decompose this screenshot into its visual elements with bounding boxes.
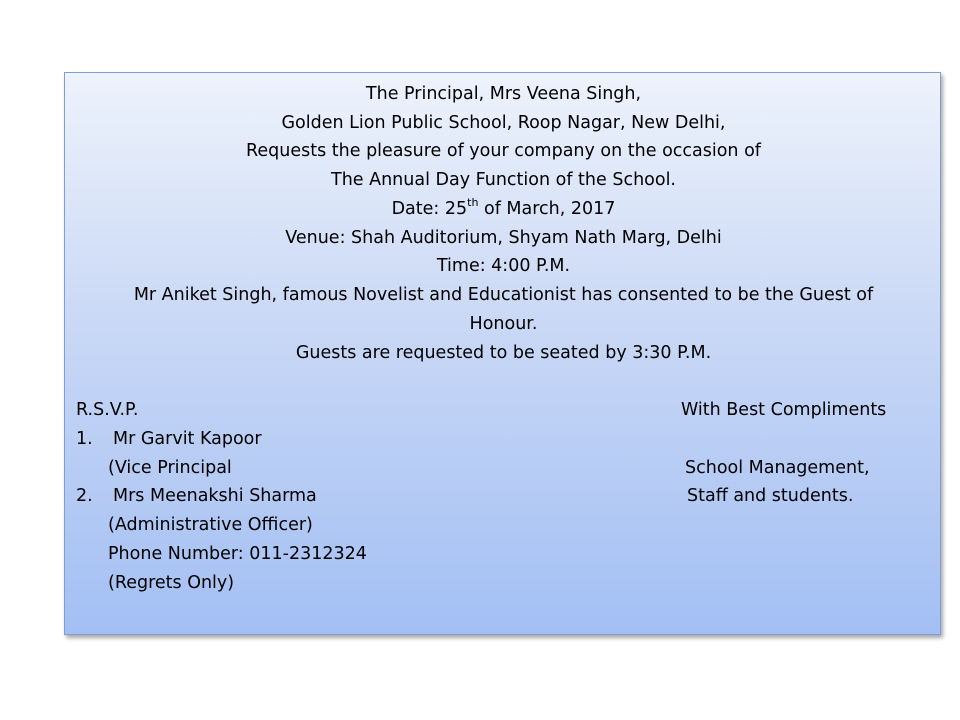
guest-line-continued: Honour. xyxy=(469,314,538,334)
rsvp-contact-1-role: (Vice Principal xyxy=(108,458,232,478)
principal-line: The Principal, Mrs Veena Singh, xyxy=(365,84,642,104)
invitation-card xyxy=(64,72,941,635)
date-superscript: th xyxy=(467,196,479,210)
rsvp-phone: Phone Number: 011-2312324 xyxy=(108,544,367,564)
rsvp-contact-1-name: Mr Garvit Kapoor xyxy=(113,429,262,449)
date-line xyxy=(65,198,942,220)
rsvp-heading: R.S.V.P. xyxy=(76,400,139,420)
request-line: Requests the pleasure of your company on the occasion of xyxy=(246,141,761,161)
time-line: Time: 4:00 P.M. xyxy=(436,256,571,276)
rsvp-contact-1-number: 1. xyxy=(76,429,93,449)
date-suffix: of March, 2017 xyxy=(478,199,616,219)
rsvp-contact-2-name: Mrs Meenakshi Sharma xyxy=(113,486,317,506)
rsvp-contact-2-role: (Administrative Officer) xyxy=(108,515,313,535)
rsvp-note: (Regrets Only) xyxy=(108,573,235,593)
venue-line: Venue: Shah Auditorium, Shyam Nath Marg, Delhi xyxy=(285,228,722,248)
compliments-line-1: School Management, xyxy=(685,458,870,478)
compliments-heading: With Best Compliments xyxy=(681,400,887,420)
rsvp-contact-2-number: 2. xyxy=(76,486,93,506)
compliments-line-2: Staff and students. xyxy=(687,486,854,506)
school-line: Golden Lion Public School, Roop Nagar, New Delhi, xyxy=(281,113,726,133)
guest-line: Mr Aniket Singh, famous Novelist and Educationist has consented to be the Guest of xyxy=(133,285,874,305)
date-prefix: Date: 25 xyxy=(391,199,468,219)
occasion-line: The Annual Day Function of the School. xyxy=(331,170,676,190)
seating-line: Guests are requested to be seated by 3:30 P.M. xyxy=(295,343,712,363)
